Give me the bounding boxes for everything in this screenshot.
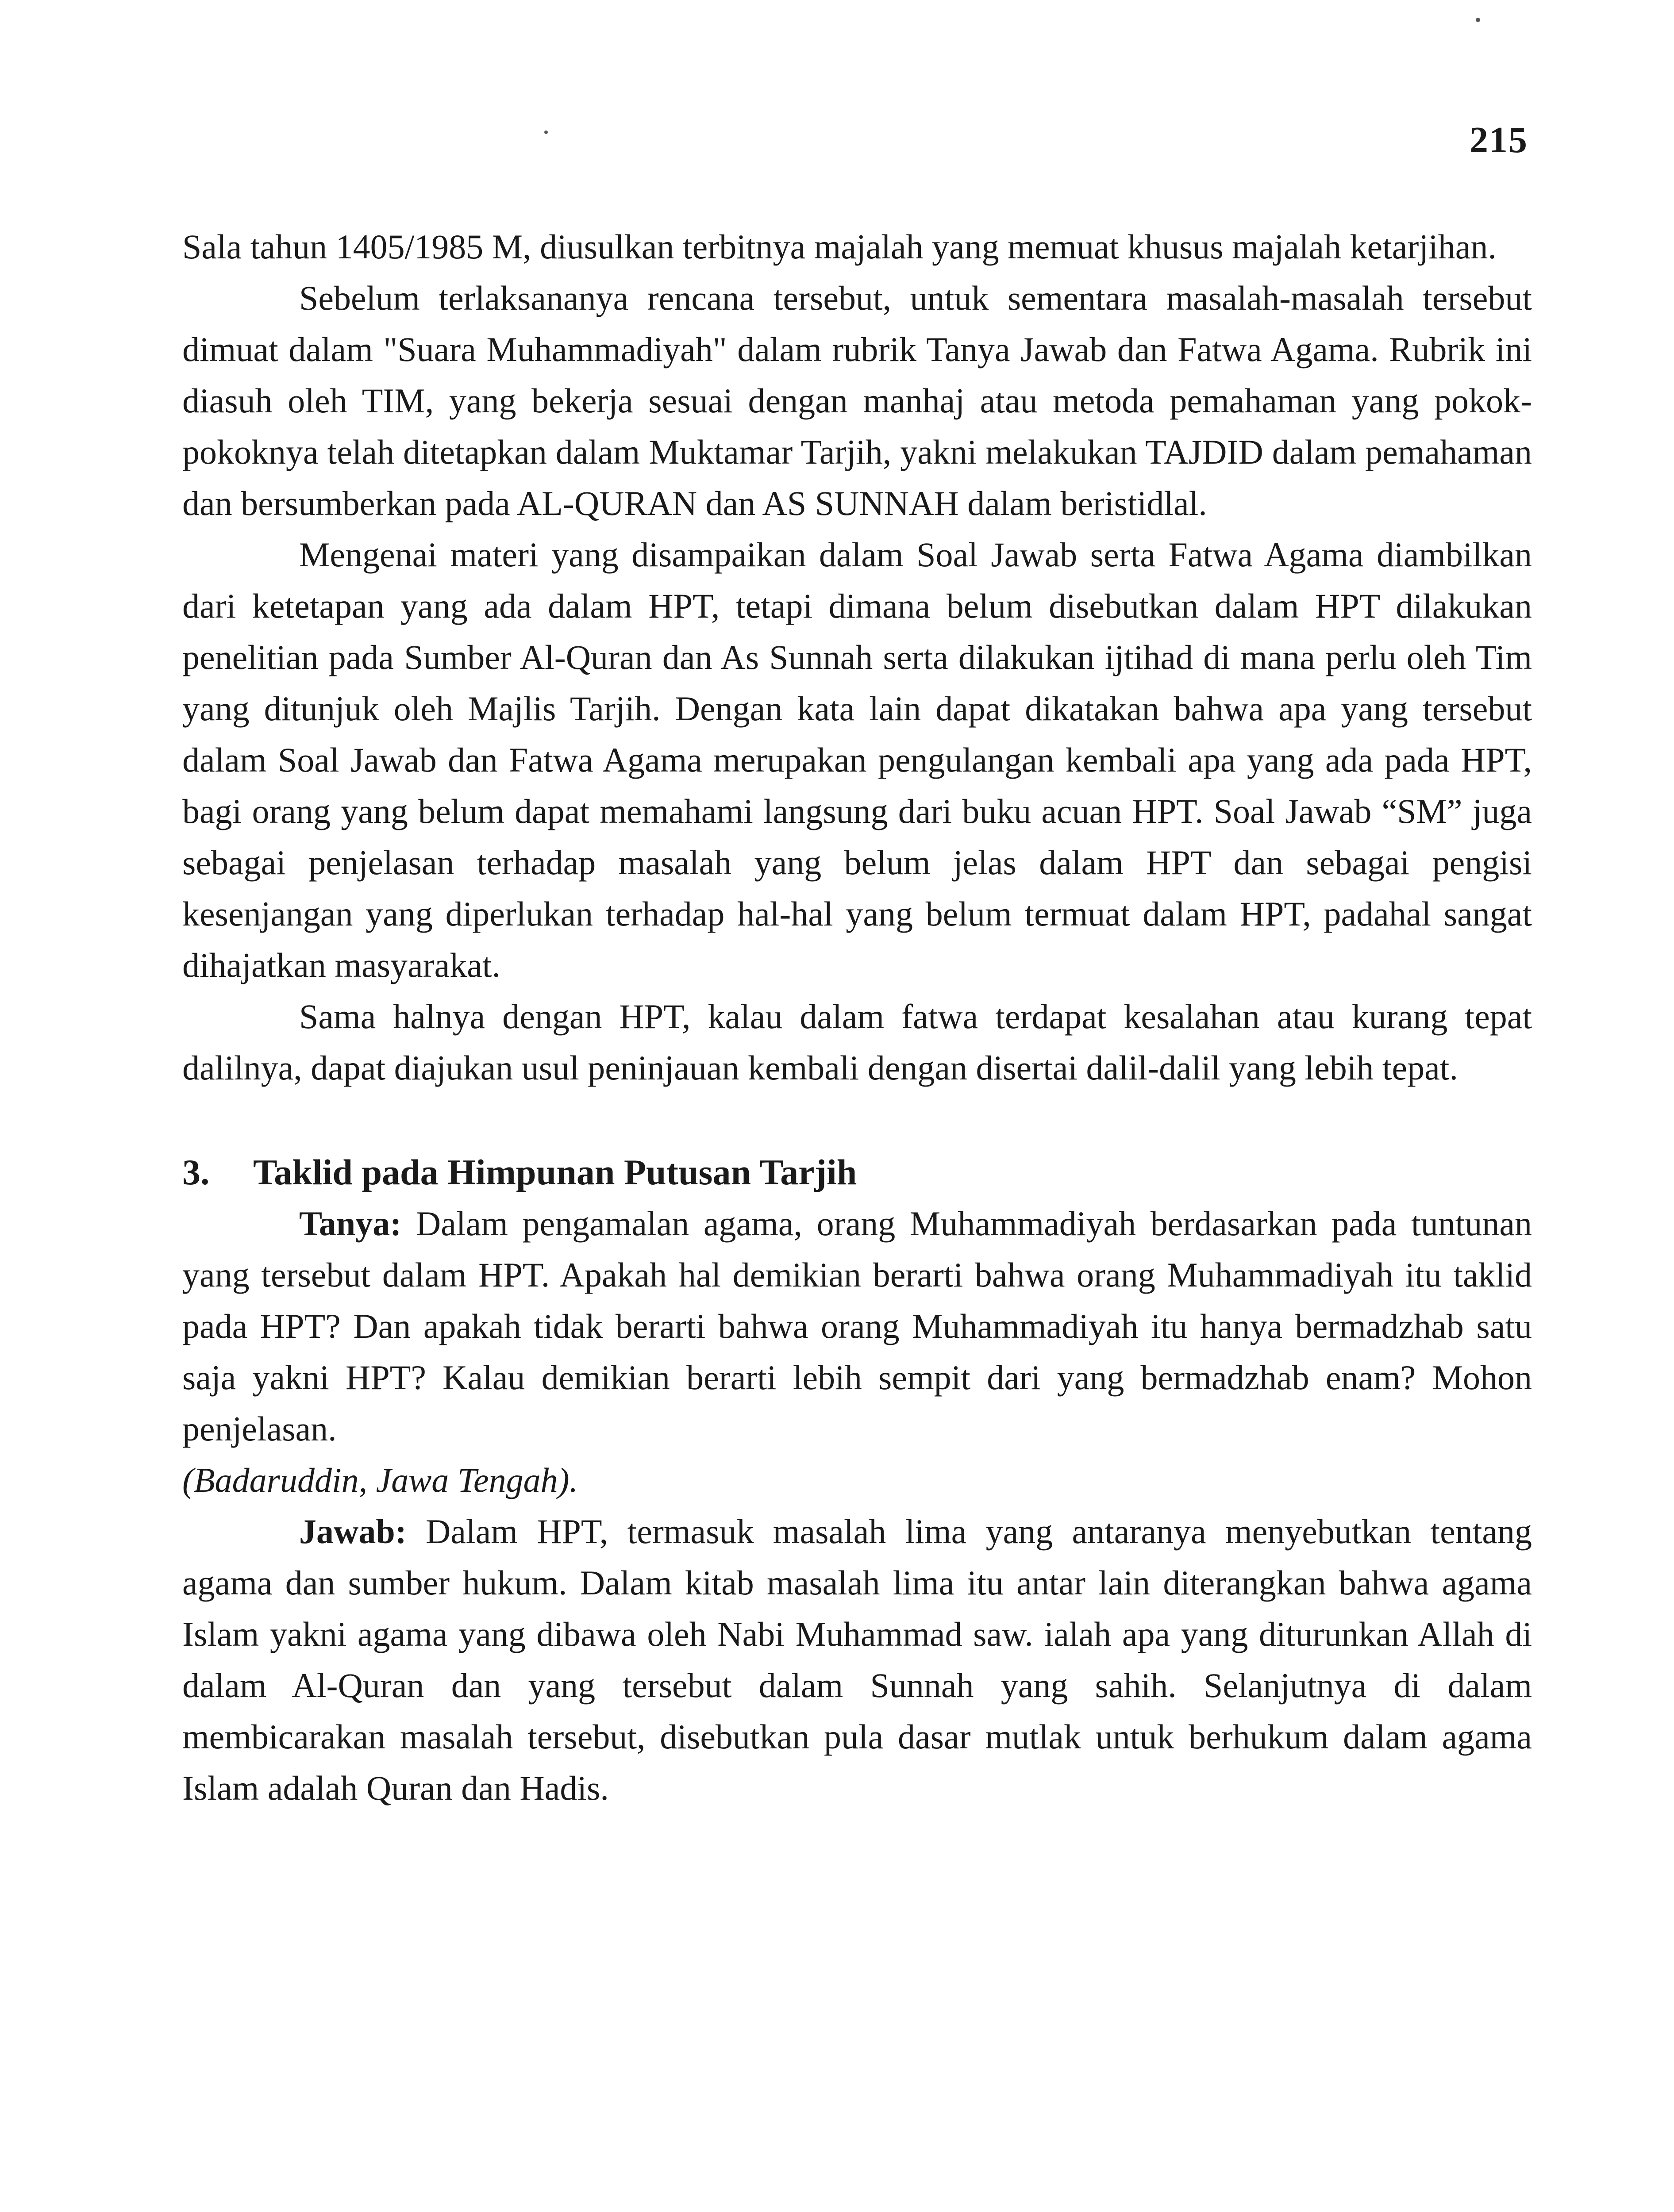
question-source: (Badaruddin, Jawa Tengah). [182,1461,578,1499]
answer-label: Jawab: [299,1512,407,1551]
question-label: Tanya: [299,1204,402,1243]
paragraph-2: Sebelum terlaksananya rencana tersebut, untuk sementara masalah-masalah tersebut dimuat dalam "Suara Muhammadiyah" dalam rubrik Tanya Jawab dan Fatwa Agama. Rubrik ini diasuh oleh TIM, yang bekerja sesuai dengan manhaj atau metoda pemahaman yang pokok-pokoknya telah ditetapkan dalam Muktamar Tarjih, yakni melakukan TAJDID dalam pemahaman dan bersumberkan pada AL-QURAN dan AS SUNNAH dalam beristidlal. [182,279,1532,522]
page-number: 215 [1470,119,1528,161]
section-title: Taklid pada Himpunan Putusan Tarjih [253,1152,857,1192]
answer-text: Dalam HPT, termasuk masalah lima yang antaranya menyebutkan tentang agama dan sumber hukum. Dalam kitab masalah lima itu antar lain diterangkan bahwa agama Islam yakni agama yang dibawa oleh Nabi Muhammad saw. ialah apa yang diturunkan Allah di dalam Al-Quran dan yang tersebut dalam Sunnah yang sahih. Selanjutnya di dalam membicarakan masalah tersebut, disebutkan pula dasar mutlak untuk berhukum dalam agama Islam adalah Quran dan Hadis. [182,1512,1532,1807]
scan-speck [544,131,548,134]
page-body [182,221,1532,1814]
section-heading [182,1147,1532,1198]
question-paragraph [182,1198,1532,1455]
answer-paragraph [182,1506,1532,1814]
paragraph-1: Sala tahun 1405/1985 M, diusulkan terbitnya majalah yang memuat khusus majalah ketarjihan. [182,227,1497,266]
paragraph-4: Sama halnya dengan HPT, kalau dalam fatwa terdapat kesalahan atau kurang tepat dalilnya, dapat diajukan usul peninjauan kembali dengan disertai dalil-dalil yang lebih tepat. [182,997,1532,1087]
scan-speck [1476,18,1480,22]
section-number: 3. [182,1152,210,1192]
question-text: Dalam pengamalan agama, orang Muhammadiyah berdasarkan pada tuntunan yang tersebut dalam HPT. Apakah hal demikian berarti bahwa orang Muhammadiyah itu taklid pada HPT? Dan apakah tidak berarti bahwa orang Muhammadiyah itu hanya bermadzhab satu saja yakni HPT? Kalau demikian berarti lebih sempit dari yang bermadzhab enam? Mohon penjelasan. [182,1204,1532,1448]
paragraph-3: Mengenai materi yang disampaikan dalam Soal Jawab serta Fatwa Agama diambilkan dari ketetapan yang ada dalam HPT, tetapi dimana belum disebutkan dalam HPT dilakukan penelitian pada Sumber Al-Quran dan As Sunnah serta dilakukan ijtihad di mana perlu oleh Tim yang ditunjuk oleh Majlis Tarjih. Dengan kata lain dapat dikatakan bahwa apa yang tersebut dalam Soal Jawab dan Fatwa Agama merupakan pengulangan kembali apa yang ada pada HPT, bagi orang yang belum dapat memahami langsung dari buku acuan HPT. Soal Jawab “SM” juga sebagai penjelasan terhadap masalah yang belum jelas dalam HPT dan sebagai pengisi kesenjangan yang diperlukan terhadap hal-hal yang belum termuat dalam HPT, padahal sangat dihajatkan masyarakat. [182,535,1532,984]
question-source-line [182,1455,1532,1506]
